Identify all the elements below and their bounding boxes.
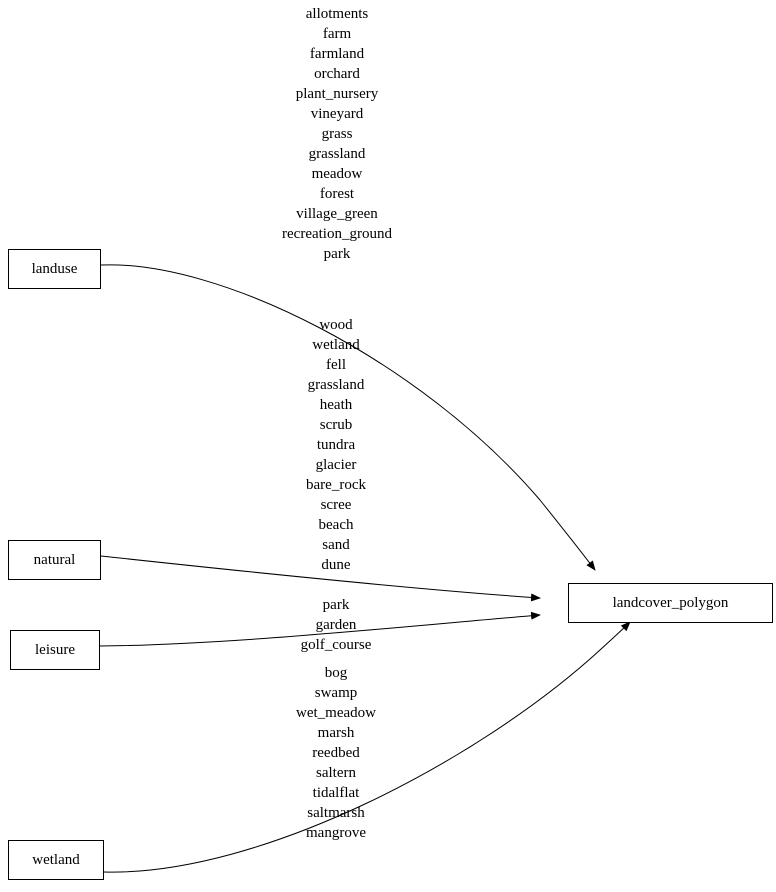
node-natural-label: natural (33, 551, 76, 568)
edge-label-line: golf_course (300, 637, 372, 653)
edge-label-line: vineyard (310, 106, 364, 122)
edge-label-leisure (281, 595, 391, 655)
edge-label-line: fell (326, 357, 346, 373)
node-landcover-polygon-label: landcover_polygon (612, 594, 729, 611)
edge-label-line: forest (319, 186, 355, 202)
edge-label-line: grassland (307, 377, 365, 393)
edge-label-line: grassland (308, 146, 366, 162)
edge-label-line: garden (315, 617, 357, 633)
edge-label-wetland (272, 663, 400, 843)
edge-label-line: scree (320, 497, 352, 513)
edge-label-line: allotments (305, 6, 369, 22)
edge-label-line: sand (322, 537, 350, 553)
edge-label-line: village_green (296, 206, 378, 222)
edge-label-line: farm (322, 26, 352, 42)
edge-label-line: swamp (314, 685, 358, 701)
edge-label-line: marsh (317, 725, 355, 741)
edge-label-line: recreation_ground (282, 226, 392, 242)
edge-label-natural (288, 315, 384, 575)
edge-label-line: wetland (312, 337, 360, 353)
edge-label-line: bare_rock (306, 477, 366, 493)
edge-label-line: plant_nursery (295, 86, 379, 102)
edge-label-line: orchard (314, 66, 360, 82)
edge-label-line: heath (319, 397, 353, 413)
node-landuse[interactable] (8, 249, 101, 289)
edge-label-line: saltern (316, 765, 356, 781)
edge-label-landuse (248, 4, 426, 264)
edge-label-line: mangrove (306, 825, 366, 841)
node-wetland[interactable] (8, 840, 104, 880)
edge-label-line: grass (321, 126, 353, 142)
edge-label-line: glacier (315, 457, 357, 473)
edge-label-line: reedbed (312, 745, 360, 761)
edge-label-line: farmland (309, 46, 365, 62)
edge-label-line: park (323, 246, 351, 262)
node-landuse-label: landuse (31, 260, 78, 277)
edge-label-line: wood (319, 317, 353, 333)
edge-label-line: meadow (311, 166, 363, 182)
edge-label-line: saltmarsh (307, 805, 365, 821)
edge-label-line: beach (318, 517, 354, 533)
node-natural[interactable] (8, 540, 101, 580)
node-leisure-label: leisure (35, 641, 75, 658)
edge-label-line: park (322, 597, 350, 613)
edge-label-line: scrub (319, 417, 353, 433)
edge-label-line: dune (321, 557, 351, 573)
edge-label-line: wet_meadow (296, 705, 376, 721)
node-leisure[interactable] (10, 630, 100, 670)
edge-label-line: bog (324, 665, 348, 681)
edge-label-line: tidalflat (312, 785, 360, 801)
node-landcover-polygon[interactable] (568, 583, 773, 623)
edge-label-line: tundra (316, 437, 356, 453)
node-wetland-label: wetland (32, 851, 80, 868)
